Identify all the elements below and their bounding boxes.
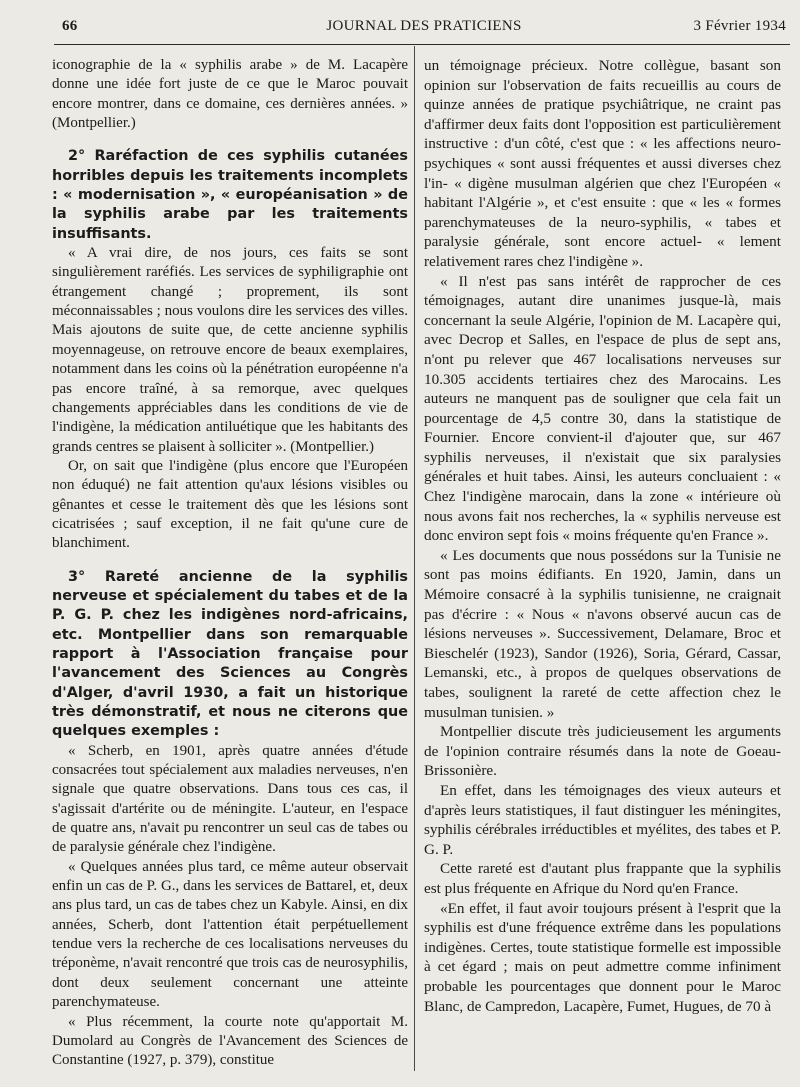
page-header [62, 18, 786, 40]
paragraph: Cette rareté est d'autant plus frappante que la syphilis est plus fréquente en Afrique du Nord qu'en France. [424, 860, 781, 897]
paragraph: « Plus récemment, la courte note qu'apportait M. Dumolard au Congrès de l'Avancement des Sciences de Constantine (1927, p. 379), constitue [52, 1013, 408, 1069]
section-heading: 3° Rareté ancienne de la syphilis nerveuse et spécialement du tabes et de la P. G. P. chez les indigènes nord-africains, etc. Montpellier dans son remarquable rapport à l'Association française pour l'avancement des Sciences au Congrès d'Alger, d'avril 1930, a fait un historique très démonstratif, et nous ne citerons que quelques exemples : [52, 568, 408, 740]
paragraph: « Les documents que nous possédons sur la Tunisie ne sont pas moins édifiants. En 1920, Jamin, dans un Mémoire consacré à la syphilis tunisienne, ne craignait pas d'écrire : « Nous « n'avons observé aucun cas de lésions nerveuses ». Successivement, Delamare, Broc et Bieschelér (1923), Sandor (1926), Soria, Gérard, Cassar, Lemanski, etc., à propos de quelques observations de tabes, soulignent la rareté de cette affection chez le musulman tunisien. » [424, 546, 781, 721]
paragraph: iconographie de la « syphilis arabe » de M. Lacapère donne une idée fort juste de ce que le Maroc pouvait encore montrer, dans ce domaine, ces dernières années. » (Montpellier.) [52, 57, 408, 132]
paragraph: « A vrai dire, de nos jours, ces faits se sont singulièrement raréfiés. Les services de syphiligraphie ont étrangement changé ; proprement, ils sont méconnaissables ; nous voulons dire les services des villes. Mais ajoutons de suite que, de cette ancienne syphilis moyennageuse, on retrouve encore de beaux exemplaires, notamment dans les coins où la pénétration européenne n'a pas encore traîné, à sa remorque, avec quelques changements appréciables dans les conditions de vie de l'indigène, la médication antiluétique que les habitants des grands centres se plaisent à solliciter ». (Montpellier.) [52, 245, 408, 455]
paragraph: En effet, dans les témoignages des vieux auteurs et d'après leurs statistiques, il faut distinguer les méningites, syphilis cérébrales irréductibles et myélites, des tabes et P. G. P. [424, 781, 781, 858]
paragraph: « Scherb, en 1901, après quatre années d'étude consacrées tout spécialement aux maladies nerveuses, n'en signale que quatre observations. Dans tous ces cas, il s'agissait d'artérite ou de méningite. L'auteur, en l'espace de quatre ans, n'avait pu rencontrer un seul cas de tabes ou de paralysie générale chez l'indigène. [52, 742, 408, 856]
paragraph: Or, on sait que l'indigène (plus encore que l'Européen non éduqué) ne fait attention qu'aux lésions visibles ou gênantes et cesse le traitement dès que les lésions sont cicatrisées ; sauf exception, il ne fait qu'une cure de blanchiment. [52, 457, 408, 552]
column-divider [414, 46, 415, 1071]
issue-date: 3 Février 1934 [693, 18, 786, 34]
right-column [424, 56, 781, 1016]
journal-title: JOURNAL DES PRATICIENS [326, 18, 522, 34]
page-number: 66 [62, 18, 78, 34]
section-heading: 2° Raréfaction de ces syphilis cutanées horribles depuis les traitements incomplets : « modernisation », « européanisation » de la syphilis arabe par les traitements insuffisants. [52, 148, 408, 242]
paragraph: Montpellier discute très judicieusement les arguments de l'opinion contraire résumés dans la note de Goeau-Brissonière. [424, 723, 781, 780]
paragraph: « Il n'est pas sans intérêt de rapprocher de ces témoignages, autant dire unanimes jusque-là, mais concernant la seule Algérie, l'opinion de M. Lacapère qui, avec Decrop et Salles, en l'espace de plus de sept ans, n'ont pu relever que 467 localisations nerveuses sur 10.305 accidents tertiaires chez des Marocains. Les auteurs ne manquent pas de souligner que cela fait un pourcentage de 4,5 contre 30, dans la statistique de Fournier. Encore convient-il d'ajouter que, sur 467 syphilis nerveuses, il n'existait que six paralysies générales et huit tabes. Ainsi, les auteurs concluaient : « Chez l'indigène marocain, dans la zone « intérieure où nous avons fait nos recherches, la « syphilis nerveuse est donc environ sept fois « moins fréquente qu'en France ». [424, 272, 781, 545]
paragraph: «En effet, il faut avoir toujours présent à l'esprit que la syphilis est d'une fréquence extrême dans les populations indigènes. Certes, toute statistique formelle est impossible à cet égard ; mais on peut admettre comme infiniment probable les pourcentages que donnent pour le Maroc Blanc, de Campredon, Lacapère, Fumet, Hugues, de 70 à [424, 899, 781, 1015]
paragraph: un témoignage précieux. Notre collègue, basant son opinion sur l'observation de faits recueillis au cours de quinze années de pratique psychiâtrique, ne craint pas d'affirmer deux faits dont l'opposition est particulièrement instructive : d'un côté, c'est que : « les affections neuro-psychiques « sont aussi fréquentes et aussi diverses chez l'in- « digène musulman algérien que chez l'Européen « habitant l'Algérie », et c'est ensuite : que « les « formes parenchymateuses de la neuro-syphilis, « tabes et paralysie générale, sont encore actuel- « lement relativement rares chez l'indigène ». [424, 57, 781, 270]
left-column [52, 56, 408, 1071]
paragraph: « Quelques années plus tard, ce même auteur observait enfin un cas de P. G., dans les services de Battarel, et, deux ans plus tard, un cas de tabes chez un Kabyle. Ainsi, en dix années, Scherb, dont l'attention était perpétuellement tendue vers la recherche de ces localisations nerveuses du tréponème, n'avait rencontré que trois cas de neurosyphilis, dont deux seulement concernant une atteinte parenchymateuse. [52, 858, 408, 1011]
header-rule [54, 44, 790, 45]
